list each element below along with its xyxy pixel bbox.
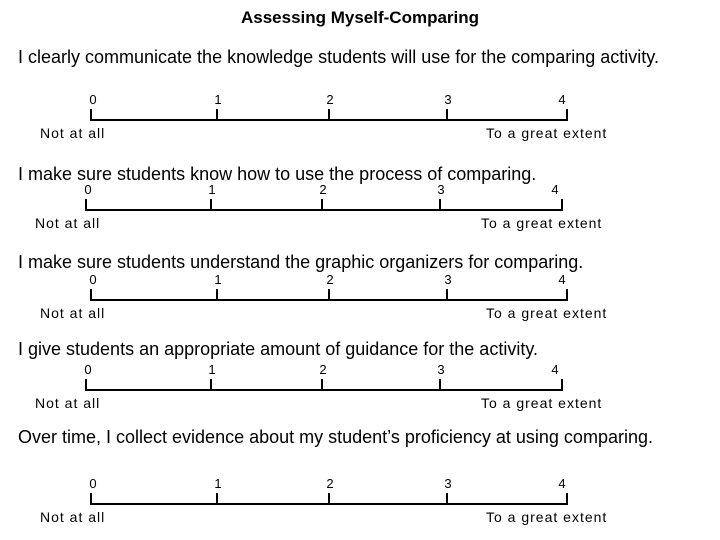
- scale-low-label: Not at all: [40, 509, 106, 525]
- scale-tick-mark: [328, 493, 330, 505]
- scale-tick-mark: [216, 109, 218, 121]
- rating-scale: [40, 476, 670, 526]
- rating-scale: [35, 362, 665, 412]
- scale-tick-mark: [566, 493, 568, 505]
- scale-tick-label: 1: [214, 272, 222, 287]
- scale-high-label: To a great extent: [486, 125, 608, 141]
- scale-tick-label: 4: [558, 476, 566, 491]
- scale-high-label: To a great extent: [481, 395, 603, 411]
- scale-tick-mark: [561, 379, 563, 391]
- scale-tick-label: 3: [444, 272, 452, 287]
- scale-line: [85, 389, 563, 391]
- item-statement: I give students an appropriate amount of guidance for the activity.: [18, 339, 538, 359]
- rating-scale: [35, 182, 665, 232]
- scale-tick-label: 2: [326, 476, 334, 491]
- scale-high-label: To a great extent: [486, 509, 608, 525]
- page-title: Assessing Myself-Comparing: [240, 8, 480, 27]
- assessment-item: [18, 336, 708, 362]
- scale-tick-mark: [321, 379, 323, 391]
- rating-scale: [40, 92, 670, 142]
- scale-low-label: Not at all: [40, 125, 106, 141]
- scale-high-label: To a great extent: [481, 215, 603, 231]
- scale-tick-label: 1: [214, 92, 222, 107]
- scale-tick-mark: [566, 109, 568, 121]
- scale-tick-mark: [85, 199, 87, 211]
- scale-tick-label: 3: [444, 476, 452, 491]
- scale-tick-label: 3: [437, 182, 445, 197]
- scale-tick-label: 3: [444, 92, 452, 107]
- scale-tick-label: 2: [326, 92, 334, 107]
- scale-tick-label: 2: [326, 272, 334, 287]
- scale-tick-mark: [566, 289, 568, 301]
- item-statement: Over time, I collect evidence about my student’s proficiency at using comparing.: [18, 427, 653, 447]
- scale-tick-mark: [216, 493, 218, 505]
- scale-tick-mark: [321, 199, 323, 211]
- scale-low-label: Not at all: [35, 395, 101, 411]
- scale-tick-mark: [85, 379, 87, 391]
- scale-tick-mark: [328, 289, 330, 301]
- scale-tick-mark: [90, 289, 92, 301]
- item-statement: I clearly communicate the knowledge students will use for the comparing activity.: [18, 47, 659, 67]
- scale-tick-label: 2: [319, 182, 327, 197]
- scale-tick-mark: [90, 493, 92, 505]
- scale-low-label: Not at all: [35, 215, 101, 231]
- scale-tick-label: 2: [319, 362, 327, 377]
- scale-tick-label: 4: [558, 272, 566, 287]
- scale-tick-label: 4: [551, 362, 559, 377]
- assessment-item: [18, 44, 708, 70]
- scale-tick-label: 3: [437, 362, 445, 377]
- scale-tick-label: 0: [84, 182, 92, 197]
- scale-tick-mark: [561, 199, 563, 211]
- scale-tick-mark: [439, 379, 441, 391]
- scale-tick-label: 1: [208, 362, 216, 377]
- scale-tick-mark: [216, 289, 218, 301]
- scale-tick-mark: [210, 379, 212, 391]
- scale-tick-label: 0: [89, 476, 97, 491]
- scale-tick-label: 0: [89, 272, 97, 287]
- scale-high-label: To a great extent: [486, 305, 608, 321]
- scale-tick-mark: [328, 109, 330, 121]
- scale-tick-label: 4: [551, 182, 559, 197]
- scale-tick-label: 4: [558, 92, 566, 107]
- scale-tick-mark: [446, 109, 448, 121]
- scale-low-label: Not at all: [40, 305, 106, 321]
- scale-tick-label: 1: [214, 476, 222, 491]
- item-statement: I make sure students understand the graphic organizers for comparing.: [18, 252, 584, 272]
- scale-tick-mark: [439, 199, 441, 211]
- scale-tick-mark: [446, 493, 448, 505]
- assessment-item: [18, 424, 708, 450]
- scale-tick-label: 0: [89, 92, 97, 107]
- scale-tick-mark: [90, 109, 92, 121]
- scale-tick-mark: [210, 199, 212, 211]
- item-statement: I make sure students know how to use the process of comparing.: [18, 164, 537, 184]
- rating-scale: [40, 272, 670, 322]
- scale-line: [85, 209, 563, 211]
- scale-tick-label: 1: [208, 182, 216, 197]
- scale-tick-mark: [446, 289, 448, 301]
- scale-tick-label: 0: [84, 362, 92, 377]
